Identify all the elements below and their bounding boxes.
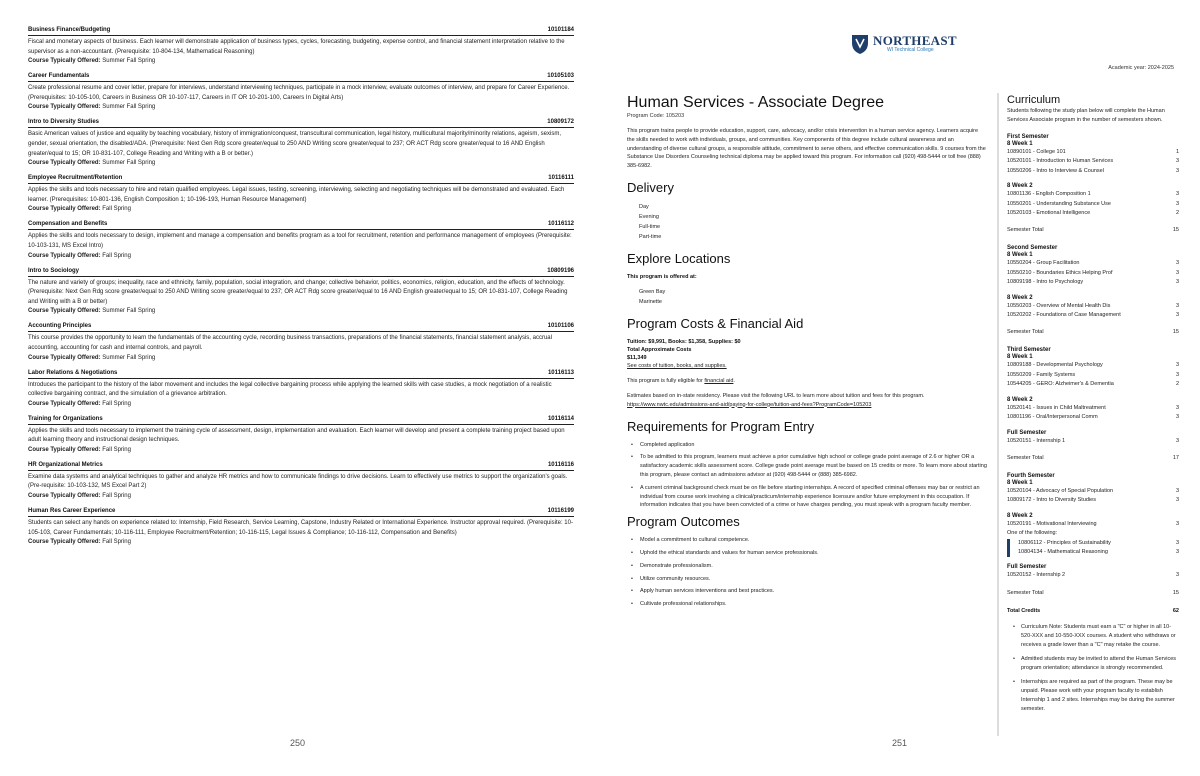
course-code: 10116116 bbox=[547, 461, 574, 468]
course-row bbox=[1007, 413, 1179, 422]
course-entry bbox=[28, 221, 574, 259]
course-offered bbox=[28, 492, 574, 500]
course-entry bbox=[28, 416, 574, 454]
course-name: 10809172 - Intro to Diversity Studies bbox=[1007, 497, 1096, 504]
semester-heading: Third Semester bbox=[1007, 347, 1051, 354]
semester-heading: Second Semester bbox=[1007, 245, 1058, 252]
course-row bbox=[1007, 269, 1179, 278]
term-block-heading: 8 Week 2 bbox=[1007, 183, 1033, 190]
course-offered-label: Course Typically Offered: bbox=[28, 104, 101, 111]
course-offered bbox=[28, 159, 574, 167]
location-item: Marinette bbox=[639, 298, 662, 305]
course-credits: 3 bbox=[1175, 269, 1179, 276]
course-name: 10550201 - Understanding Substance Use bbox=[1007, 200, 1111, 207]
course-entry bbox=[28, 462, 574, 500]
total-credits-label: Total Credits bbox=[1007, 607, 1041, 614]
course-header bbox=[28, 119, 574, 128]
course-offered-terms: Fall Spring bbox=[102, 493, 131, 500]
course-header bbox=[28, 508, 574, 517]
requirements-list bbox=[627, 441, 987, 511]
delivery-item: Evening bbox=[639, 213, 659, 220]
course-name: 10544205 - GERO: Alzheimer's & Dementia bbox=[1007, 381, 1114, 388]
course-title: Training for Organizations bbox=[28, 415, 103, 422]
course-title: Compensation and Benefits bbox=[28, 221, 108, 228]
course-row bbox=[1007, 361, 1179, 370]
semester-total-value: 15 bbox=[1172, 589, 1179, 596]
course-offered bbox=[28, 57, 574, 65]
course-code: 10116113 bbox=[547, 369, 574, 376]
course-title: Intro to Diversity Studies bbox=[28, 119, 100, 126]
outcome-item: • Cultivate professional relationships. bbox=[631, 600, 987, 609]
course-offered-terms: Fall Spring bbox=[102, 206, 131, 213]
curriculum-note: • Admitted students may be invited to attend the Human Services program orientation; attendance is strongly recommended. bbox=[1013, 655, 1179, 673]
course-offered-label: Course Typically Offered: bbox=[28, 58, 101, 65]
financial-aid-link[interactable]: financial aid bbox=[704, 377, 734, 384]
course-credits: 1 bbox=[1175, 149, 1179, 155]
semester-total-row bbox=[1007, 454, 1179, 462]
course-name: 10520191 - Motivational Interviewing bbox=[1007, 520, 1097, 527]
course-entry bbox=[28, 175, 574, 213]
course-offered-terms: Summer Fall Spring bbox=[102, 354, 156, 361]
logo-subtitle: WI Technical College bbox=[887, 47, 934, 53]
course-code: 10116199 bbox=[547, 508, 574, 515]
course-credits: 3 bbox=[1175, 371, 1179, 378]
requirement-item: • To be admitted to this program, learners must achieve a prior cumulative high school or college grade point average of 2.6 or higher OR a satisfactory academic skills assessment score. College grade point average must be based on 15 credits or more. To learn more about starting this program, please contact an admissions advisor at (920) 498-5444 or (888) 385-6982. bbox=[631, 453, 987, 479]
locations-list bbox=[627, 287, 987, 307]
course-credits: 3 bbox=[1175, 414, 1179, 421]
course-offered bbox=[28, 205, 574, 213]
course-header bbox=[28, 175, 574, 184]
course-name: 10550206 - Intro to Interview & Counsel bbox=[1007, 167, 1104, 174]
course-name: 10801136 - English Composition 1 bbox=[1007, 191, 1091, 198]
course-header bbox=[28, 27, 574, 36]
course-entry bbox=[28, 508, 574, 546]
course-header bbox=[28, 462, 574, 471]
course-row bbox=[1007, 404, 1179, 413]
curriculum-notes bbox=[1007, 623, 1179, 714]
course-offered-label: Course Typically Offered: bbox=[28, 493, 101, 500]
delivery-item: Full-time bbox=[639, 223, 661, 230]
course-offered-label: Course Typically Offered: bbox=[28, 206, 101, 213]
total-credits-value: 62 bbox=[1172, 607, 1179, 614]
course-row bbox=[1007, 148, 1179, 157]
course-code: 10105103 bbox=[547, 73, 574, 80]
course-description: Create professional resume and cover letter, prepare for interviews, understand interviewing techniques, participate in a mock interview, evaluate outcomes of interview, and prepare for Career Experience. (Prerequisites: 10-105-100, Careers in Business OR 10-107-117, Careers in IT OR 10-201-100, Careers In Digital Arts) bbox=[28, 85, 570, 101]
course-row bbox=[1007, 157, 1179, 166]
course-credits: 3 bbox=[1175, 302, 1179, 309]
course-title: Labor Relations & Negotiations bbox=[28, 369, 118, 376]
course-name: 10806112 - Principles of Sustainability bbox=[1018, 539, 1111, 546]
outcomes-heading: Program Outcomes bbox=[627, 514, 740, 530]
course-title: Human Res Career Experience bbox=[28, 508, 116, 515]
course-description: Applies the skills and tools necessary to hire and retain qualified employees. Legal issues, testing, screening, interviewing, selecting and negotiating techniques will be demonstrated and evaluated. Each learner. (Prerequisites: 10-801-136, English Composition 1; 10-196-193, Human Resource Management) bbox=[28, 187, 565, 203]
course-offered-label: Course Typically Offered: bbox=[28, 308, 101, 315]
course-header bbox=[28, 416, 574, 425]
course-name: 10801196 - Oral/Interpersonal Comm bbox=[1007, 414, 1098, 421]
course-credits: 3 bbox=[1175, 572, 1179, 579]
course-description: This course provides the opportunity to learn the fundamentals of the accounting cycle, recording business transactions, preparations of the financial statements, financial statement analysis, accrual accounting, accounting for cash and internal controls, and payroll. bbox=[28, 335, 552, 351]
course-code: 10809196 bbox=[547, 267, 574, 274]
course-header bbox=[28, 73, 574, 82]
outcome-item: • Demonstrate professionalism. bbox=[631, 562, 987, 571]
course-name: 10520104 - Advocacy of Special Population bbox=[1007, 487, 1114, 494]
course-code: 10116111 bbox=[548, 175, 574, 182]
course-offered-label: Course Typically Offered: bbox=[28, 354, 101, 361]
delivery-list bbox=[627, 202, 987, 242]
course-row bbox=[1007, 190, 1179, 199]
course-title: Career Fundamentals bbox=[28, 73, 90, 80]
course-credits: 3 bbox=[1175, 158, 1179, 165]
semester-total-label: Semester Total bbox=[1007, 227, 1044, 234]
delivery-item: Day bbox=[639, 203, 649, 210]
semester-total-label: Semester Total bbox=[1007, 454, 1044, 461]
semester-total-label: Semester Total bbox=[1007, 329, 1044, 336]
course-offered-terms: Fall Spring bbox=[102, 446, 131, 453]
course-title: Employee Recruitment/Retention bbox=[28, 175, 123, 182]
outcome-item: • Utilize community resources. bbox=[631, 575, 987, 584]
course-header bbox=[28, 370, 574, 379]
course-offered-label: Course Typically Offered: bbox=[28, 446, 101, 453]
course-offered-terms: Fall Spring bbox=[102, 400, 131, 407]
course-credits: 2 bbox=[1175, 381, 1179, 388]
course-title: Intro to Sociology bbox=[28, 267, 79, 274]
course-credits: 3 bbox=[1175, 167, 1179, 174]
course-description: Examine data systems and analytical techniques to gather and analyze HR metrics and how to communicate findings to drive decisions. Learn to effectively use metrics to support the organization's goals. (Pre-requisite: 10-103-132, MS Excel Part 2) bbox=[28, 473, 568, 490]
academic-year: Academic year: 2024-2025 bbox=[1108, 65, 1174, 71]
course-offered bbox=[28, 103, 574, 111]
course-entry bbox=[28, 119, 574, 167]
choice-course-row bbox=[1018, 539, 1179, 548]
outcomes-list bbox=[627, 536, 987, 609]
term-block-heading: Full Semester bbox=[1007, 429, 1047, 436]
course-credits: 3 bbox=[1175, 279, 1179, 286]
course-credits: 2 bbox=[1175, 210, 1179, 217]
total-costs-label: Total Approximate Costs bbox=[627, 346, 692, 353]
course-name: 10809198 - Intro to Psychology bbox=[1007, 279, 1084, 286]
course-credits: 3 bbox=[1175, 260, 1179, 267]
course-credits: 3 bbox=[1175, 487, 1179, 494]
course-row bbox=[1007, 200, 1179, 209]
curriculum-note: • Curriculum Note: Students must earn a "C" or higher in all 10-520-XXX and 10-550-XXX courses. A student who withdraws or receives a grade lower than a "C" may retake the course. bbox=[1013, 623, 1179, 650]
course-header bbox=[28, 268, 574, 277]
choice-course-row bbox=[1018, 548, 1179, 557]
course-name: 10520141 - Issues in Child Maltreatment bbox=[1007, 404, 1106, 411]
program-code: Program Code: 105203 bbox=[627, 113, 685, 119]
semester-total-value: 15 bbox=[1172, 329, 1179, 336]
course-description: Basic American values of justice and equality by teaching vocabulary, history of immigration/conquest, transcultural communication, legal history, multicultural majority/minority relations, ageism, sexism, gender, sexual orientation, the disabled/ADA. (Prerequisite: Next Gen Rdg score greater/equal to 250 AND Writing score greater/equal to 237; OR ACT Rdg score greater/equal to 16 AND English greater/equal to 15; OR 10-831-107, College Reading and Writing with a B or better.) bbox=[28, 131, 562, 157]
course-credits: 3 bbox=[1175, 520, 1179, 527]
course-row bbox=[1007, 371, 1179, 380]
course-offered-terms: Summer Fall Spring bbox=[102, 58, 156, 65]
term-block-heading: 8 Week 2 bbox=[1007, 512, 1033, 519]
course-offered-terms: Fall Spring bbox=[102, 252, 131, 259]
semester-list bbox=[1007, 133, 1179, 597]
course-credits: 3 bbox=[1175, 539, 1179, 546]
semester-total-value: 15 bbox=[1172, 227, 1179, 234]
course-offered bbox=[28, 400, 574, 408]
course-offered bbox=[28, 446, 574, 454]
outcome-item: • Apply human services interventions and best practices. bbox=[631, 587, 987, 596]
tuition-url-link[interactable]: https://www.nwtc.edu/admissions-and-aid/paying-for-college/tuition-and-fees?ProgramCode=105203 bbox=[627, 401, 872, 408]
curriculum-intro: Students following the study plan below will complete the Human Services Associate program in the number of semesters shown. bbox=[1007, 108, 1165, 123]
course-credits: 3 bbox=[1175, 200, 1179, 207]
term-block-heading: 8 Week 1 bbox=[1007, 354, 1033, 361]
program-intro: This program trains people to provide education, support, care, advocacy, and/or crisis intervention in a human service agency. Learners acquire the skills needed to work with individuals, groups, and communities. Key components of this degree include cultural awareness and an understanding of diverse cultural groups, a responsible attitude, commitment to serve others, and effective communication skills. 9 courses from the Substance Use Disorders Counseling technical diploma may be applied toward this program. For information call (920) 498-5444 or toll free (888) 385-6982. bbox=[627, 128, 986, 170]
semester-heading: Fourth Semester bbox=[1007, 472, 1055, 479]
course-row bbox=[1007, 487, 1179, 496]
course-row bbox=[1007, 520, 1179, 529]
location-item: Green Bay bbox=[639, 288, 666, 295]
course-code: 10101106 bbox=[547, 323, 574, 330]
curriculum-heading: Curriculum bbox=[1007, 94, 1061, 106]
elective-choice-group bbox=[1007, 539, 1179, 558]
costs-link[interactable]: See costs of tuition, books, and supplies. bbox=[627, 362, 727, 369]
total-credits-row bbox=[1007, 607, 1179, 615]
course-credits: 3 bbox=[1175, 312, 1179, 319]
costs-heading: Program Costs & Financial Aid bbox=[627, 315, 804, 331]
course-row bbox=[1007, 167, 1179, 176]
course-credits: 3 bbox=[1175, 437, 1179, 444]
page-title: Human Services - Associate Degree bbox=[627, 94, 884, 111]
course-name: 10520202 - Foundations of Case Management bbox=[1007, 312, 1121, 319]
requirement-item: • A current criminal background check must be on file before starting internships. A record of specified criminal offenses may bar or restrict an individual from course work involving a clinical/practicum/internship experience licensure and/or future employment in this occupation. If information indicates that you have been convicted of a crime or have charges pending, you must speak with a program faculty member. bbox=[631, 484, 987, 510]
curriculum-column bbox=[997, 93, 1179, 736]
course-header bbox=[28, 323, 574, 332]
course-title: Accounting Principles bbox=[28, 323, 92, 330]
semester-block bbox=[1007, 346, 1179, 461]
requirement-item: • Completed application bbox=[631, 441, 987, 450]
total-costs-value: $11,349 bbox=[627, 354, 647, 361]
course-offered-label: Course Typically Offered: bbox=[28, 160, 101, 167]
course-name: 10550209 - Family Systems bbox=[1007, 371, 1076, 378]
course-name: 10520152 - Internship 2 bbox=[1007, 572, 1066, 579]
course-name: 10550203 - Overview of Mental Health Dis bbox=[1007, 302, 1111, 309]
course-credits: 3 bbox=[1175, 497, 1179, 504]
course-code: 10809172 bbox=[547, 119, 574, 126]
course-offered-terms: Summer Fall Spring bbox=[102, 104, 156, 111]
course-title: Business Finance/Budgeting bbox=[28, 27, 111, 33]
course-code: 10116112 bbox=[547, 221, 574, 228]
course-name: 10804134 - Mathematical Reasoning bbox=[1018, 548, 1108, 555]
course-row bbox=[1007, 311, 1179, 320]
course-credits: 3 bbox=[1175, 548, 1179, 555]
estimate-note: Estimates based on in-state residency. Please visit the following URL to learn more about tuition and fees for this program. bbox=[627, 392, 925, 399]
course-offered-label: Course Typically Offered: bbox=[28, 400, 101, 407]
term-block-heading: 8 Week 1 bbox=[1007, 141, 1033, 147]
aid-prefix: This program is fully eligible for bbox=[627, 377, 705, 384]
course-entry bbox=[28, 268, 574, 316]
locations-heading: Explore Locations bbox=[627, 250, 731, 266]
course-row bbox=[1007, 496, 1179, 505]
right-page bbox=[600, 0, 1200, 776]
course-description: Applies the skills and tools necessary to implement the training cycle of assessment, design, implementation and evaluation. Each learner will develop and present a complete training project based upon adult learning theory and instructional design techniques. bbox=[28, 427, 565, 444]
page-number-left: 250 bbox=[290, 738, 306, 748]
choice-label: One of the following: bbox=[1007, 530, 1058, 537]
outcome-item: • Uphold the ethical standards and values for human service professionals. bbox=[631, 549, 987, 558]
semester-total-row bbox=[1007, 328, 1179, 336]
semester-total-label: Semester Total bbox=[1007, 589, 1044, 596]
delivery-heading: Delivery bbox=[627, 179, 674, 195]
semester-total-value: 17 bbox=[1172, 454, 1179, 461]
course-offered bbox=[28, 307, 574, 315]
course-title: HR Organizational Metrics bbox=[28, 461, 103, 468]
course-offered-label: Course Typically Offered: bbox=[28, 252, 101, 259]
course-description: The nature and variety of groups; inequality, race and ethnicity, family, population, social integration, and change; collective behavior, politics, economics, religion, education, and the effects of technology. (Prerequisite: Next Gen Rdg score greater/equal to 250 AND Writing score greater/equal to 237; OR ACT Rdg score greater/equal to 16 AND English greater/equal to 15; OR 10-831-107, College Reading and Writing with a B or better) bbox=[28, 279, 568, 305]
shield-logo-icon bbox=[850, 33, 870, 55]
course-description: Students can select any hands on experience related to: Internship, Field Research, Service Learning, Capstone, Industry Related or International Experience. Instructor approval required. (Prerequisite: 10-105-103, Career Fundamentals; 10-116-111, Employee Recruitment/Retention; 10-116-115, Legal Issues & Compliance; 10-116-112, Compensation and Benefits) bbox=[28, 520, 573, 536]
delivery-item: Part-time bbox=[639, 233, 662, 240]
course-offered-terms: Summer Fall Spring bbox=[102, 160, 156, 167]
course-name: 10550210 - Boundaries Ethics Helping Prof bbox=[1007, 269, 1113, 276]
term-block-heading: 8 Week 2 bbox=[1007, 294, 1033, 301]
semester-total-row bbox=[1007, 226, 1179, 234]
course-list bbox=[28, 27, 574, 554]
course-name: 10520151 - Internship 1 bbox=[1007, 437, 1066, 444]
page-number-right: 251 bbox=[892, 738, 908, 748]
college-logo bbox=[850, 31, 960, 57]
logo-name: NORTHEAST bbox=[873, 33, 957, 48]
course-entry bbox=[28, 370, 574, 408]
requirements-heading: Requirements for Program Entry bbox=[627, 418, 815, 434]
course-offered-terms: Summer Fall Spring bbox=[102, 308, 156, 315]
course-header bbox=[28, 221, 574, 230]
course-row bbox=[1007, 278, 1179, 287]
semester-block bbox=[1007, 472, 1179, 597]
course-offered-terms: Fall Spring bbox=[102, 539, 131, 546]
financial-aid-line bbox=[627, 377, 987, 386]
course-row bbox=[1007, 380, 1179, 389]
term-block-heading: Full Semester bbox=[1007, 564, 1047, 571]
course-row bbox=[1007, 302, 1179, 311]
course-name: 10520101 - Introduction to Human Services bbox=[1007, 158, 1114, 165]
semester-total-row bbox=[1007, 589, 1179, 597]
course-name: 10550204 - Group Facilitation bbox=[1007, 260, 1080, 267]
semester-heading: First Semester bbox=[1007, 134, 1049, 140]
course-code: 10116114 bbox=[547, 415, 574, 422]
course-offered-label: Course Typically Offered: bbox=[28, 539, 101, 546]
course-entry bbox=[28, 73, 574, 111]
curriculum-note: • Internships are required as part of the program. These may be unpaid. Please work with your program faculty to establish Internship 1 and 2 sites. Internships may be during the summer semester. bbox=[1013, 678, 1179, 714]
term-block-heading: 8 Week 2 bbox=[1007, 396, 1033, 403]
outcome-item: • Model a commitment to cultural competence. bbox=[631, 536, 987, 545]
course-offered bbox=[28, 252, 574, 260]
course-offered bbox=[28, 354, 574, 362]
term-block-heading: 8 Week 1 bbox=[1007, 479, 1033, 486]
course-entry bbox=[28, 27, 574, 65]
aid-suffix: . bbox=[733, 377, 735, 384]
course-row bbox=[1007, 571, 1179, 580]
course-offered bbox=[28, 538, 574, 546]
course-name: 10520103 - Emotional Intelligence bbox=[1007, 210, 1091, 217]
tuition-line: Tuition: $9,991, Books: $1,358, Supplies: $0 bbox=[627, 338, 741, 345]
term-block-heading: 8 Week 1 bbox=[1007, 252, 1033, 259]
course-row bbox=[1007, 209, 1179, 218]
course-credits: 3 bbox=[1175, 362, 1179, 369]
course-description: Applies the skills and tools necessary to design, implement and manage a compensation and benefits program as a tool for recruitment, retention and performance management of employees (Prerequisite: 10-103-131, MS Excel Intro) bbox=[28, 233, 572, 249]
course-credits: 3 bbox=[1175, 191, 1179, 198]
course-description: Fiscal and monetary aspects of business. Each learner will demonstrate application of business types, cycles, forecasting, budgeting, expense control, and financial statement interpretation relative to the supervisor as a non-accountant. (Prerequisite: 10-804-134, Mathematical Reasoning) bbox=[28, 39, 565, 55]
semester-block bbox=[1007, 133, 1179, 234]
course-row bbox=[1007, 437, 1179, 446]
course-name: 10890101 - College 101 bbox=[1007, 149, 1066, 155]
program-main-column bbox=[627, 93, 987, 613]
course-code: 10101184 bbox=[547, 27, 574, 33]
course-credits: 3 bbox=[1175, 404, 1179, 411]
locations-lead: This program is offered at: bbox=[627, 273, 697, 280]
course-row bbox=[1007, 259, 1179, 268]
course-entry bbox=[28, 323, 574, 361]
course-description: Introduces the participant to the history of the labor movement and includes the legal collective bargaining process while applying the learned skills with case studies, a mock negotiation of a realistic collective bargaining contract, and the simulation of a grievance arbitration. bbox=[28, 381, 552, 398]
course-name: 10809188 - Developmental Psychology bbox=[1007, 362, 1103, 369]
semester-block bbox=[1007, 244, 1179, 336]
